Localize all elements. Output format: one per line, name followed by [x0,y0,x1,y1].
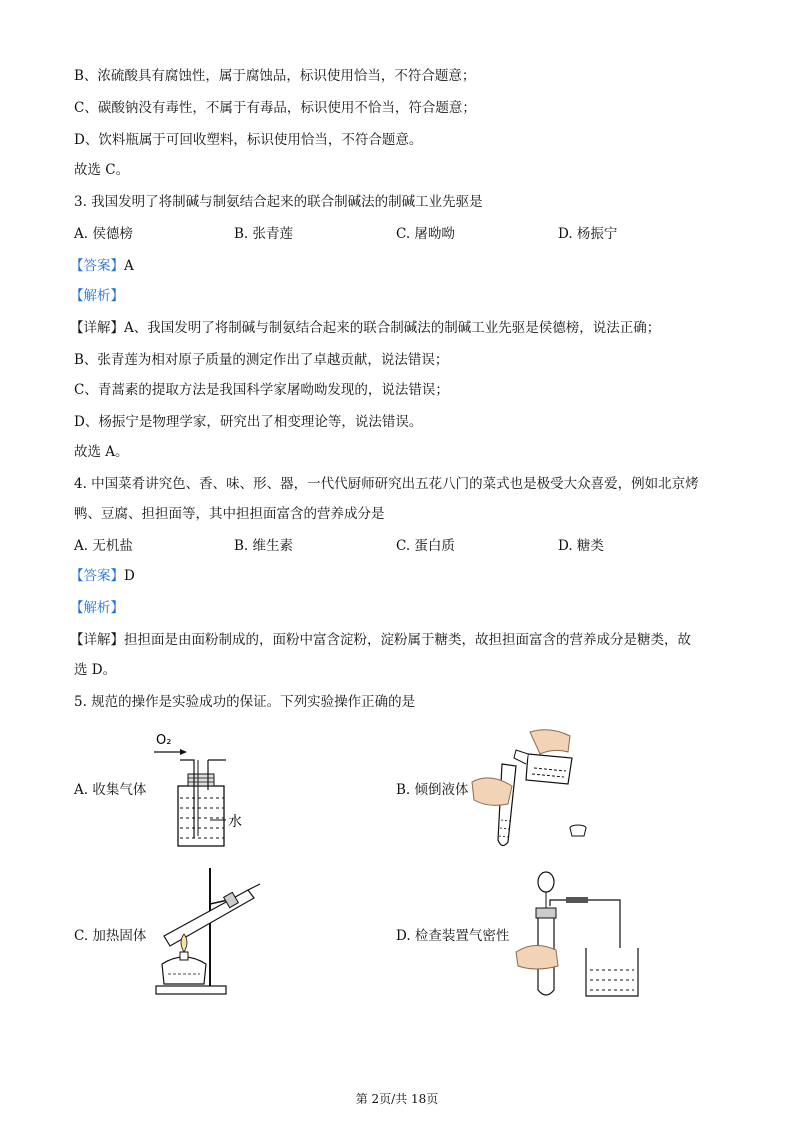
text-line: 故选 C。 [74,162,130,178]
pouring-liquid-figure [468,724,588,850]
detail-tag: 【详解】 [70,632,124,648]
detail-text: A、我国发明了将制碱与制氨结合起来的联合制碱法的制碱工业先驱是侯德榜，说法正确； [124,320,661,336]
q4-detail-line: 选 D。 [74,662,117,678]
q4-option-c: C. 蛋白质 [396,538,455,554]
question-3-stem: 3. 我国发明了将制碱与制氨结合起来的联合制碱法的制碱工业先驱是 [74,194,483,210]
q5-option-d: D. 检查装置气密性 [396,928,510,944]
analysis-tag: 【解析】 [70,288,124,304]
q3-conclusion: 故选 A。 [74,444,129,460]
q3-option-d: D. 杨振宁 [558,226,618,242]
answer-value: D [124,568,135,584]
heating-solid-figure [148,866,264,998]
detail-text: 担担面是由面粉制成的，面粉中富含淀粉，淀粉属于糖类，故担担面富含的营养成分是糖类，故 [124,632,691,648]
oxygen-label: O₂ [156,733,172,748]
text-line: D、饮料瓶属于可回收塑料，标识使用恰当，不符合题意。 [74,132,423,148]
page-footer: 第 2页/共 18页 [355,1092,439,1106]
answer-tag: 【答案】 [70,258,124,274]
airtightness-check-figure [514,868,644,1002]
question-4-stem: 鸭、豆腐、担担面等，其中担担面富含的营养成分是 [74,506,385,522]
q3-detail-line: D、杨振宁是物理学家，研究出了相变理论等，说法错误。 [74,414,423,430]
q5-option-a: A. 收集气体 [74,782,147,798]
text-line: B、浓硫酸具有腐蚀性，属于腐蚀品，标识使用恰当，不符合题意； [74,68,476,84]
q5-option-b: B. 倾倒液体 [396,782,469,798]
q4-answer [70,566,135,586]
gas-collection-figure [150,728,260,850]
answer-value: A [124,258,134,274]
q4-option-a: A. 无机盐 [74,538,133,554]
q3-detail-line [70,318,660,338]
q4-option-d: D. 糖类 [558,538,604,554]
q4-option-b: B. 维生素 [234,538,294,554]
q3-detail-line: C、青蒿素的提取方法是我国科学家屠呦呦发现的，说法错误； [74,382,449,398]
q3-answer [70,256,134,276]
q3-detail-line: B、张青莲为相对原子质量的测定作出了卓越贡献，说法错误； [74,352,449,368]
q5-option-c: C. 加热固体 [74,928,147,944]
water-label: 水 [228,814,242,830]
question-5-stem: 5. 规范的操作是实验成功的保证。下列实验操作正确的是 [74,694,416,710]
analysis-tag: 【解析】 [70,600,124,616]
question-4-stem: 4. 中国菜肴讲究色、香、味、形、器，一代代厨师研究出五花八门的菜式也是极受大众喜爱，例如北京烤 [74,476,699,492]
q3-option-a: A. 侯德榜 [74,226,133,242]
q3-option-c: C. 屠呦呦 [396,226,455,242]
answer-tag: 【答案】 [70,568,124,584]
q3-option-b: B. 张青莲 [234,226,294,242]
q4-analysis-tag [70,598,124,618]
q3-analysis-tag [70,286,124,306]
q4-detail-line [70,630,691,650]
text-line: C、碳酸钠没有毒性，不属于有毒品，标识使用不恰当，符合题意； [74,100,476,116]
detail-tag: 【详解】 [70,320,124,336]
